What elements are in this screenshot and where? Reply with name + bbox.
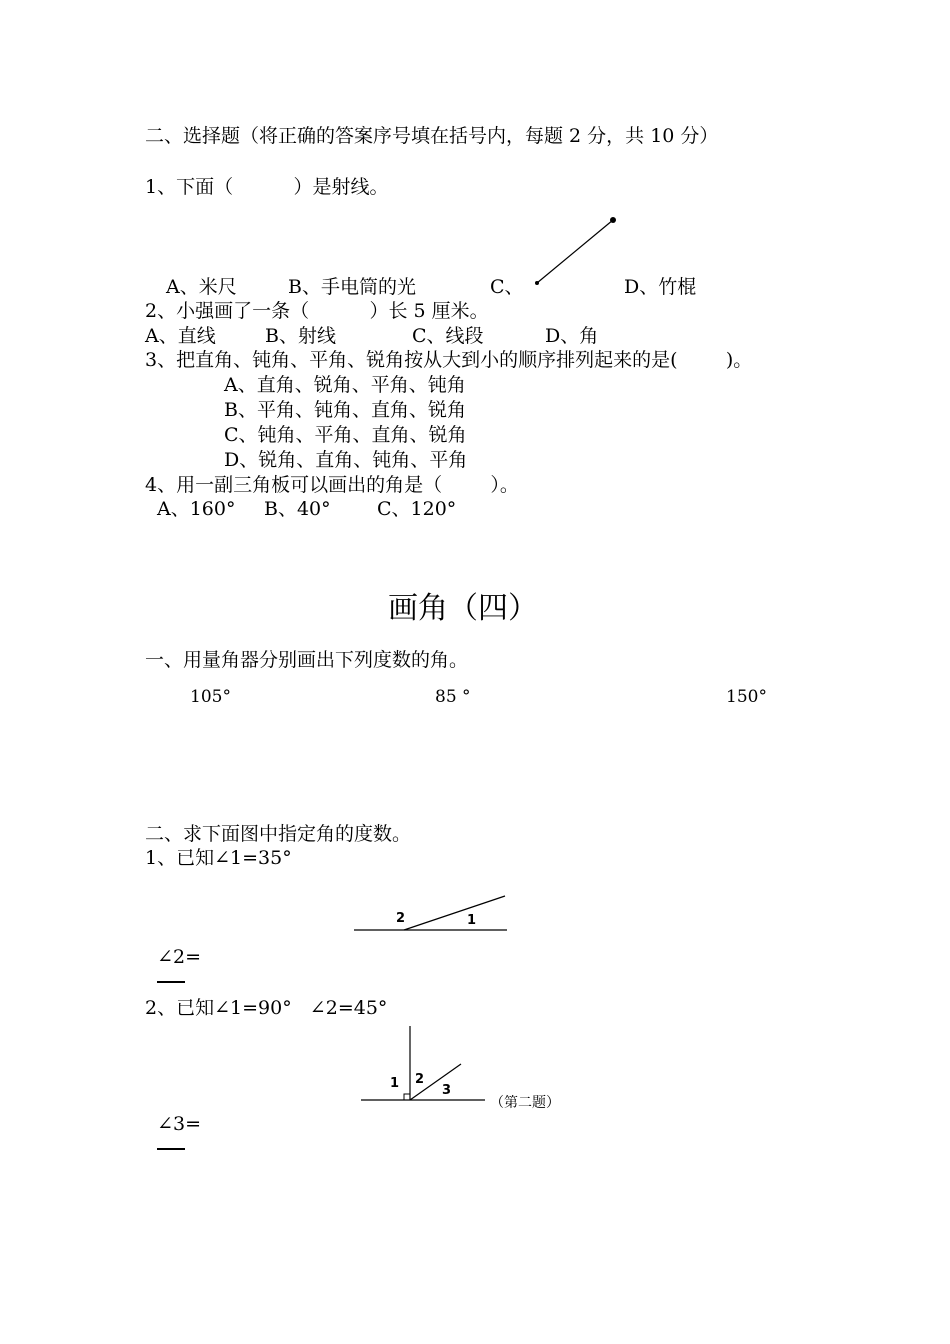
- question-4-stem: 4、用一副三角板可以画出的角是（ ）。: [145, 474, 519, 496]
- angle-label-2: 2: [415, 1072, 425, 1087]
- problem-2-question: [145, 1096, 201, 1154]
- angle-label-1: 1: [467, 913, 477, 928]
- problem-1-ask: ∠2=: [157, 946, 202, 968]
- draw-angles-header: 一、用量角器分别画出下列度数的角。: [145, 649, 469, 671]
- q3-option-a: A、直角、锐角、平角、钝角: [224, 374, 466, 396]
- angle-value-105: 105°: [190, 687, 231, 707]
- q2-option-c: C、线段: [412, 325, 484, 347]
- angle-value-150: 150°: [726, 687, 767, 707]
- problem-1-given: 1、已知∠1=35°: [145, 847, 292, 869]
- page-title: 画角（四）: [388, 591, 538, 626]
- question-1-stem: 1、下面（ ）是射线。: [145, 176, 389, 198]
- q2-option-b: B、射线: [265, 325, 336, 347]
- q2-option-a: A、直线: [145, 325, 216, 347]
- answer-blank-2[interactable]: [157, 1134, 185, 1150]
- answer-blank-1[interactable]: [157, 967, 185, 983]
- q1-option-c: C、: [490, 276, 524, 298]
- q1-option-b: B、手电筒的光: [288, 276, 416, 298]
- q3-option-b: B、平角、钝角、直角、锐角: [224, 399, 466, 421]
- q4-option-a: A、160°: [157, 498, 236, 520]
- figure-caption: （第二题）: [490, 1095, 560, 1111]
- question-2-stem: 2、小强画了一条（ ）长 5 厘米。: [145, 300, 489, 322]
- angle-value-85: 85 °: [435, 687, 471, 707]
- section-header-choice: 二、选择题（将正确的答案序号填在括号内，每题 2 分，共 10 分）: [145, 125, 719, 147]
- q4-option-b: B、40°: [264, 498, 331, 520]
- q2-option-d: D、角: [545, 325, 599, 347]
- q4-option-c: C、120°: [377, 498, 457, 520]
- angle-diagram-1: [350, 892, 515, 937]
- problem-2-ask: ∠3=: [157, 1113, 202, 1135]
- angle-diagram-2: [355, 1022, 490, 1104]
- q3-option-d: D、锐角、直角、钝角、平角: [224, 449, 468, 471]
- problem-1-question: [145, 929, 201, 987]
- find-angles-header: 二、求下面图中指定角的度数。: [145, 823, 412, 845]
- angle-label-1: 1: [390, 1076, 400, 1091]
- q3-option-c: C、钝角、平角、直角、锐角: [224, 424, 467, 446]
- q1-option-d: D、竹棍: [624, 276, 697, 298]
- question-3-stem: 3、把直角、钝角、平角、锐角按从大到小的顺序排列起来的是( )。: [145, 349, 753, 371]
- problem-2-given: 2、已知∠1=90° ∠2=45°: [145, 997, 388, 1019]
- segment-figure: [530, 212, 620, 292]
- q1-option-a: A、米尺: [166, 276, 237, 298]
- angle-label-3: 3: [442, 1083, 452, 1098]
- angle-label-2: 2: [396, 911, 406, 926]
